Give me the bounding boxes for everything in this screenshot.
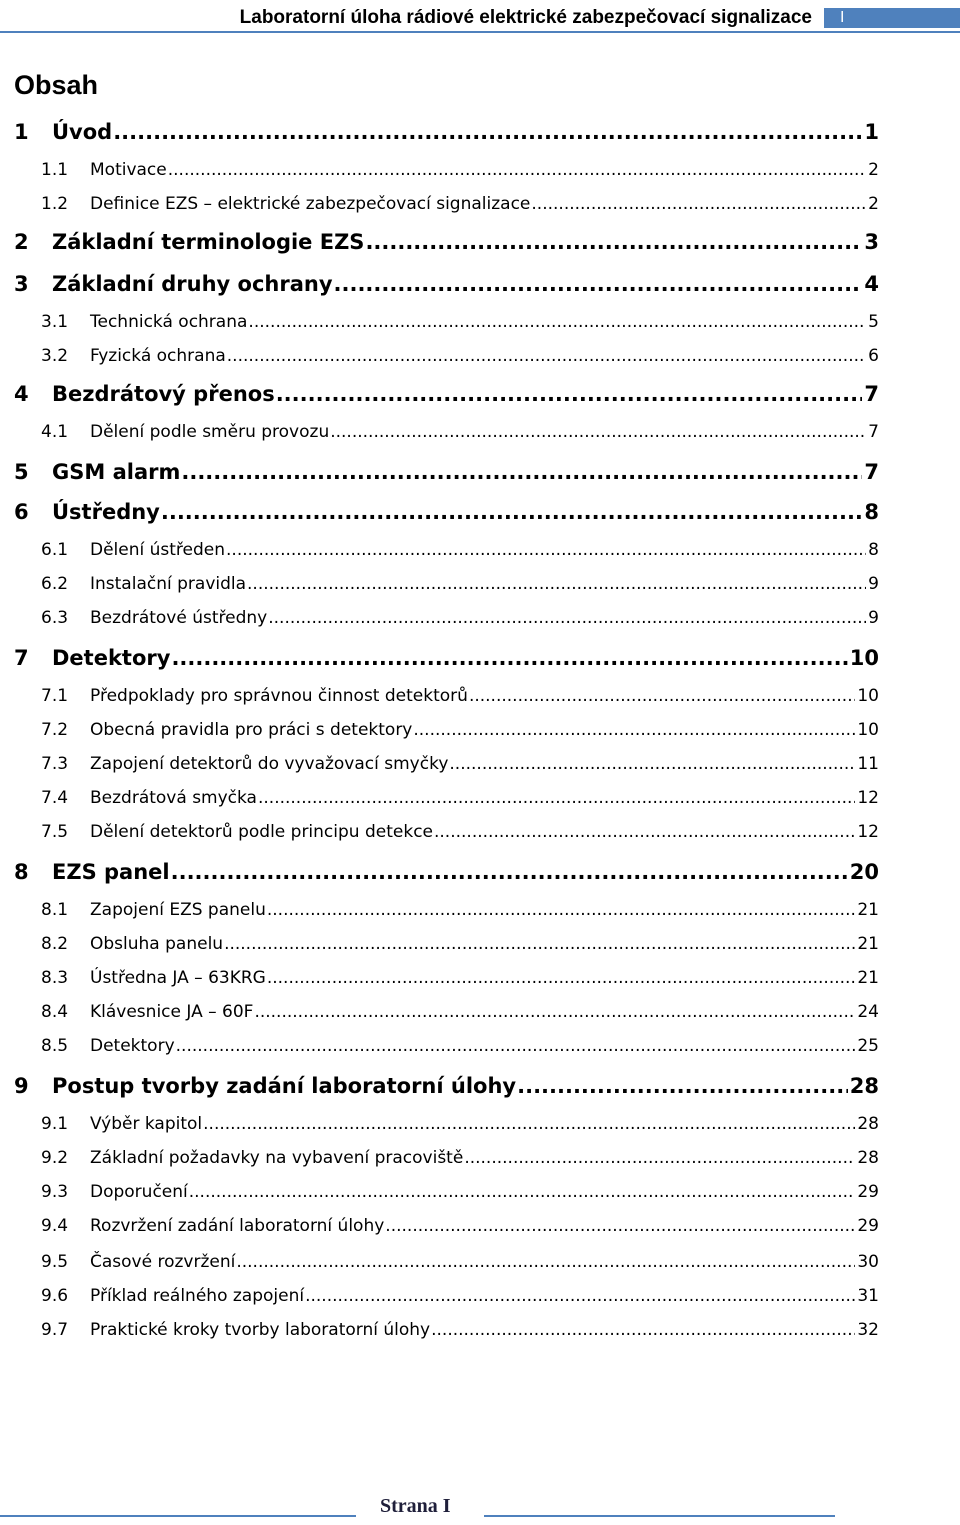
toc-entry-page: 4: [864, 272, 879, 296]
toc-entry[interactable]: [41, 1182, 879, 1202]
toc-entry-number: 8.1: [41, 900, 69, 920]
toc-entry-title: Základní terminologie EZS: [52, 230, 365, 254]
toc-entry[interactable]: [41, 754, 879, 774]
toc-entry[interactable]: [41, 1252, 879, 1272]
toc-entry-title: Zapojení detektorů do vyvažovací smyčky: [90, 754, 449, 774]
toc-entry-page: 28: [849, 1074, 879, 1098]
toc-entry-number: 3.2: [41, 346, 69, 366]
toc-entry-number: 9: [14, 1074, 29, 1098]
toc-entry-page: 12: [857, 822, 879, 842]
toc-leader-dots: [189, 1182, 856, 1202]
toc-entry-number: 8.3: [41, 968, 69, 988]
footer-rule-left: [0, 1515, 356, 1517]
toc-entry-title: Příklad reálného zapojení: [90, 1286, 305, 1306]
toc-entry-page: 9: [868, 574, 879, 594]
toc-entry-number: 9.5: [41, 1252, 69, 1272]
toc-entry-page: 2: [868, 194, 879, 214]
toc-entry[interactable]: [14, 860, 879, 884]
toc-leader-dots: [517, 1074, 848, 1098]
toc-entry-page: 3: [864, 230, 879, 254]
toc-entry-page: 30: [857, 1252, 879, 1272]
toc-entry-number: 9.7: [41, 1320, 69, 1340]
toc-entry-title: Detektory: [52, 646, 171, 670]
toc-entry-page: 11: [857, 754, 879, 774]
toc-entry-title: Ústředny: [52, 500, 160, 524]
toc-entry-number: 8.4: [41, 1002, 69, 1022]
toc-entry-page: 2: [868, 160, 879, 180]
toc-entry-number: 4: [14, 382, 29, 406]
toc-entry[interactable]: [41, 720, 879, 740]
toc-entry-title: Úvod: [52, 120, 113, 144]
toc-entry-title: Bezdrátové ústředny: [90, 608, 268, 628]
toc-entry-page: 32: [857, 1320, 879, 1340]
toc-entry-title: Fyzická ochrana: [90, 346, 226, 366]
toc-leader-dots: [531, 194, 866, 214]
toc-leader-dots: [305, 1286, 855, 1306]
toc-entry-number: 3: [14, 272, 29, 296]
toc-leader-dots: [254, 1002, 855, 1022]
toc-entry-page: 31: [857, 1286, 879, 1306]
toc-entry-title: Dělení ústředen: [90, 540, 226, 560]
toc-entry-title: Obsluha panelu: [90, 934, 224, 954]
toc-entry-number: 9.3: [41, 1182, 69, 1202]
toc-entry[interactable]: [41, 312, 879, 332]
toc-entry-title: Časové rozvržení: [90, 1252, 236, 1272]
toc-entry-number: 1: [14, 120, 29, 144]
toc-entry-page: 6: [868, 346, 879, 366]
toc-entry-title: EZS panel: [52, 860, 170, 884]
toc-entry-title: Praktické kroky tvorby laboratorní úlohy: [90, 1320, 431, 1340]
toc-leader-dots: [203, 1114, 855, 1134]
toc-entry-title: GSM alarm: [52, 460, 181, 484]
toc-leader-dots: [434, 822, 855, 842]
toc-heading: Obsah: [14, 70, 99, 100]
toc-entry-page: 29: [857, 1216, 879, 1236]
toc-leader-dots: [224, 934, 855, 954]
toc-entry[interactable]: [14, 646, 879, 670]
toc-entry-title: Instalační pravidla: [90, 574, 247, 594]
toc-leader-dots: [248, 312, 866, 332]
toc-entry-number: 9.2: [41, 1148, 69, 1168]
toc-entry-page: 25: [857, 1036, 879, 1056]
toc-entry-title: Technická ochrana: [90, 312, 248, 332]
toc-entry-page: 10: [849, 646, 879, 670]
toc-entry-number: 1.2: [41, 194, 69, 214]
toc-entry-page: 1: [864, 120, 879, 144]
toc-leader-dots: [267, 968, 856, 988]
toc-entry-title: Výběr kapitol: [90, 1114, 203, 1134]
toc-entry-number: 7.2: [41, 720, 69, 740]
toc-entry-page: 7: [868, 422, 879, 442]
toc-entry-page: 21: [857, 968, 879, 988]
toc-entry-title: Obecná pravidla pro práci s detektory: [90, 720, 413, 740]
toc-entry-number: 2: [14, 230, 29, 254]
toc-entry-number: 8.5: [41, 1036, 69, 1056]
toc-entry[interactable]: [41, 686, 879, 706]
toc-leader-dots: [113, 120, 862, 144]
toc-entry[interactable]: [41, 1036, 879, 1056]
toc-entry-number: 8: [14, 860, 29, 884]
toc-entry-number: 9.6: [41, 1286, 69, 1306]
toc-entry-page: 20: [849, 860, 879, 884]
toc-entry-number: 5: [14, 460, 29, 484]
toc-entry-number: 9.1: [41, 1114, 69, 1134]
toc-entry[interactable]: [41, 574, 879, 594]
toc-entry[interactable]: [41, 900, 879, 920]
toc-entry-number: 6.1: [41, 540, 69, 560]
page-header: [0, 0, 960, 34]
toc-entry-page: 5: [868, 312, 879, 332]
toc-leader-dots: [267, 900, 855, 920]
toc-entry-title: Definice EZS – elektrické zabezpečovací signalizace: [90, 194, 531, 214]
toc-entry-title: Základní druhy ochrany: [52, 272, 333, 296]
toc-entry-title: Dělení podle směru provozu: [90, 422, 330, 442]
toc-leader-dots: [268, 608, 866, 628]
toc-entry[interactable]: [41, 1320, 879, 1340]
toc-entry[interactable]: [41, 422, 879, 442]
toc-entry[interactable]: [41, 1216, 879, 1236]
toc-entry-number: 7.3: [41, 754, 69, 774]
toc-leader-dots: [168, 160, 866, 180]
toc-entry-number: 6: [14, 500, 29, 524]
toc-entry-page: 8: [864, 500, 879, 524]
toc-entry-page: 9: [868, 608, 879, 628]
toc-entry-page: 21: [857, 934, 879, 954]
toc-entry[interactable]: [41, 822, 879, 842]
toc-entry[interactable]: [14, 272, 879, 296]
document-title: Laboratorní úloha rádiové elektrické zabezpečovací signalizace: [239, 7, 812, 28]
toc-entry-page: 21: [857, 900, 879, 920]
toc-leader-dots: [413, 720, 855, 740]
toc-leader-dots: [449, 754, 855, 774]
toc-entry[interactable]: [41, 788, 879, 808]
toc-entry-page: 28: [857, 1114, 879, 1134]
toc-entry-title: Bezdrátová smyčka: [90, 788, 257, 808]
toc-entry-page: 7: [864, 460, 879, 484]
toc-entry[interactable]: [14, 382, 879, 406]
toc-leader-dots: [171, 646, 847, 670]
toc-entry[interactable]: [14, 230, 879, 254]
toc-entry[interactable]: [41, 346, 879, 366]
toc-entry-title: Zapojení EZS panelu: [90, 900, 266, 920]
toc-entry[interactable]: [41, 1148, 879, 1168]
toc-entry[interactable]: [41, 1114, 879, 1134]
toc-entry-number: 8.2: [41, 934, 69, 954]
toc-entry-page: 24: [857, 1002, 879, 1022]
toc-entry-title: Rozvržení zadání laboratorní úlohy: [90, 1216, 385, 1236]
toc-leader-dots: [431, 1320, 855, 1340]
toc-entry[interactable]: [41, 1286, 879, 1306]
toc-entry-page: 10: [857, 686, 879, 706]
toc-entry[interactable]: [14, 1074, 879, 1098]
toc-leader-dots: [181, 460, 862, 484]
toc-entry[interactable]: [41, 194, 879, 214]
toc-entry-number: 3.1: [41, 312, 69, 332]
toc-leader-dots: [171, 860, 848, 884]
toc-entry-page: 29: [857, 1182, 879, 1202]
toc-entry[interactable]: [14, 500, 879, 524]
toc-leader-dots: [176, 1036, 856, 1056]
toc-entry-number: 7.4: [41, 788, 69, 808]
toc-leader-dots: [365, 230, 862, 254]
toc-entry-page: 10: [857, 720, 879, 740]
toc-entry[interactable]: [14, 120, 879, 144]
toc-entry-number: 6.2: [41, 574, 69, 594]
toc-leader-dots: [330, 422, 866, 442]
toc-leader-dots: [334, 272, 863, 296]
toc-leader-dots: [226, 540, 866, 560]
toc-leader-dots: [258, 788, 855, 808]
footer-page-label: Strana I: [380, 1495, 451, 1517]
toc-entry-title: Bezdrátový přenos: [52, 382, 275, 406]
toc-entry-page: 7: [864, 382, 879, 406]
toc-entry-number: 4.1: [41, 422, 69, 442]
header-rule: [0, 31, 960, 33]
toc-entry-title: Detektory: [90, 1036, 175, 1056]
footer-rule-right: [484, 1515, 835, 1517]
toc-entry-title: Ústředna JA – 63KRG: [90, 968, 266, 988]
toc-entry-title: Motivace: [90, 160, 167, 180]
toc-leader-dots: [385, 1216, 855, 1236]
toc-leader-dots: [276, 382, 863, 406]
toc-entry-page: 12: [857, 788, 879, 808]
toc-entry[interactable]: [14, 460, 879, 484]
toc-entry-title: Klávesnice JA – 60F: [90, 1002, 254, 1022]
toc-entry[interactable]: [41, 1002, 879, 1022]
toc-entry-title: Dělení detektorů podle principu detekce: [90, 822, 433, 842]
toc-entry-number: 9.4: [41, 1216, 69, 1236]
toc-leader-dots: [236, 1252, 855, 1272]
toc-entry[interactable]: [41, 540, 879, 560]
toc-entry-title: Doporučení: [90, 1182, 188, 1202]
toc-entry[interactable]: [41, 934, 879, 954]
header-page-number: I: [824, 8, 960, 28]
toc-entry-number: 6.3: [41, 608, 69, 628]
toc-leader-dots: [469, 686, 855, 706]
toc-entry[interactable]: [41, 968, 879, 988]
toc-entry-number: 7.5: [41, 822, 69, 842]
toc-leader-dots: [464, 1148, 855, 1168]
toc-entry[interactable]: [41, 608, 879, 628]
toc-entry-number: 7.1: [41, 686, 69, 706]
toc-leader-dots: [161, 500, 863, 524]
toc-leader-dots: [247, 574, 866, 594]
toc-entry-title: Předpoklady pro správnou činnost detektorů: [90, 686, 468, 706]
toc-entry-number: 7: [14, 646, 29, 670]
toc-entry-page: 8: [868, 540, 879, 560]
toc-entry-title: Postup tvorby zadání laboratorní úlohy: [52, 1074, 517, 1098]
toc-entry-page: 28: [857, 1148, 879, 1168]
toc-entry-title: Základní požadavky na vybavení pracoviště: [90, 1148, 464, 1168]
toc-entry[interactable]: [41, 160, 879, 180]
toc-entry-number: 1.1: [41, 160, 69, 180]
toc-leader-dots: [227, 346, 866, 366]
page-footer: [0, 1492, 960, 1525]
